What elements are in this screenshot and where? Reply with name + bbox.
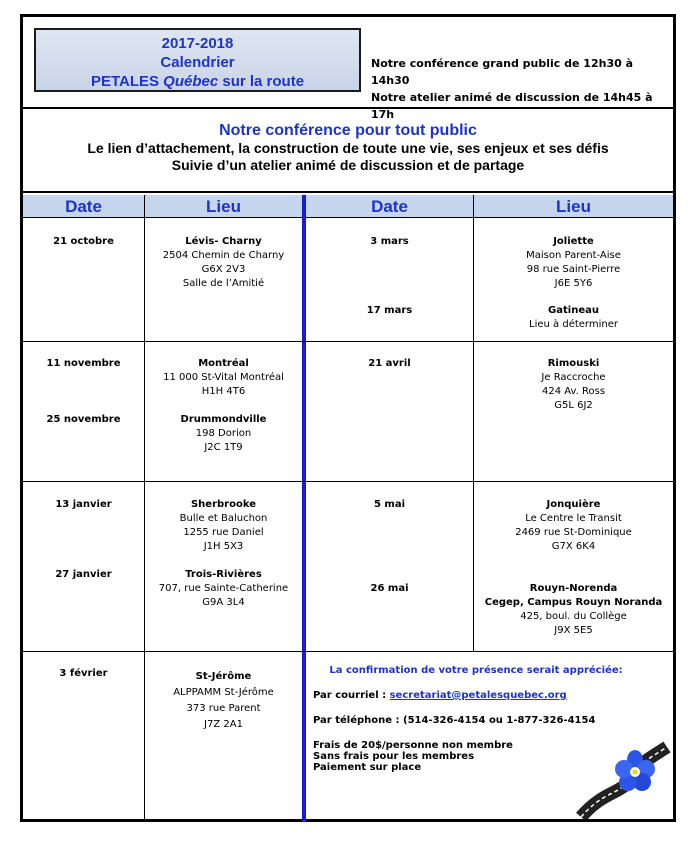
location-cell: Sherbrooke Bulle et Baluchon 1255 rue Daniel J1H 5X3 bbox=[179, 499, 268, 552]
row-divider bbox=[23, 341, 673, 342]
date-cell: 17 mars bbox=[366, 305, 413, 316]
row-divider bbox=[23, 651, 673, 652]
header-section bbox=[23, 17, 673, 121]
conference-workshop: Suivie d’un atelier animé de discussion et de partage bbox=[171, 157, 525, 173]
location-cell: St-Jérôme ALPPAMM St-Jérôme 373 rue Parent J7Z 2A1 bbox=[173, 671, 274, 730]
date-cell: 21 octobre bbox=[53, 236, 114, 247]
payment-info: Paiement sur place bbox=[313, 762, 422, 773]
col-header-lieu-right: Lieu bbox=[474, 195, 673, 218]
date-cell: 21 avril bbox=[368, 358, 411, 369]
date-cell: 3 mars bbox=[370, 236, 409, 247]
conference-subtitle: Le lien d’attachement, la construction de toute une vie, ses enjeux et ses défis bbox=[87, 140, 609, 156]
date-cell: 5 mai bbox=[373, 499, 406, 510]
col-header-lieu-left: Lieu bbox=[145, 195, 302, 218]
location-cell: Montréal 11 000 St-Vital Montréal H1H 4T6 bbox=[163, 358, 284, 397]
location-cell: Jonquière Le Centre le Transit 2469 rue St-Dominique G7X 6K4 bbox=[515, 499, 632, 552]
location-cell: Joliette Maison Parent-Aise 98 rue Saint-Pierre J6E 5Y6 bbox=[526, 236, 621, 289]
date-cell: 26 mai bbox=[370, 583, 409, 594]
forget-me-not-logo bbox=[575, 737, 671, 819]
fee-nonmember: Frais de 20$/personne non membre bbox=[313, 740, 513, 751]
location-cell: Gatineau Lieu à déterminer bbox=[529, 305, 618, 330]
title-org: PETALES Québec sur la route bbox=[90, 73, 305, 90]
row-divider bbox=[23, 481, 673, 482]
location-cell: Lévis- Charny 2504 Chemin de Charny G6X 2V3 Salle de l’Amitié bbox=[162, 236, 285, 289]
title-calendar: Calendrier bbox=[160, 54, 235, 71]
phone-row: Par téléphone : (514-326-4154 ou 1-877-326-4154 bbox=[313, 715, 596, 726]
confirmation-heading: La confirmation de votre présence serait appréciée: bbox=[329, 665, 623, 676]
col-header-date-right: Date bbox=[306, 195, 473, 218]
schedule-workshop: Notre atelier animé de discussion de 14h45 à 17h bbox=[371, 91, 653, 121]
date-cell: 11 novembre bbox=[46, 358, 121, 369]
location-cell: Rouyn-Norenda Cegep, Campus Rouyn Noranda 425, boul. du Collège J9X 5E5 bbox=[484, 583, 663, 636]
calendar-page bbox=[20, 14, 676, 822]
date-cell: 3 février bbox=[59, 668, 108, 679]
title-year: 2017-2018 bbox=[161, 35, 234, 52]
location-cell: Drummondville 198 Dorion J2C 1T9 bbox=[180, 414, 267, 453]
col-header-date-left: Date bbox=[23, 195, 144, 218]
title-box bbox=[34, 28, 361, 92]
location-cell: Rimouski Je Raccroche 424 Av. Ross G5L 6J2 bbox=[541, 358, 606, 411]
date-cell: 27 janvier bbox=[55, 569, 112, 580]
fee-member: Sans frais pour les membres bbox=[313, 751, 475, 762]
email-row: Par courriel : secretariat@petalesquebec.org bbox=[313, 690, 567, 701]
conference-title: Notre conférence pour tout public bbox=[219, 122, 477, 139]
date-cell: 13 janvier bbox=[55, 499, 112, 510]
schedule-conference: Notre conférence grand public de 12h30 à 14h30 bbox=[371, 57, 634, 87]
email-link[interactable]: secretariat@petalesquebec.org bbox=[389, 690, 567, 701]
location-cell: Trois-Rivières 707, rue Sainte-Catherine G9A 3L4 bbox=[158, 569, 289, 608]
conference-section bbox=[23, 109, 673, 193]
date-cell: 25 novembre bbox=[46, 414, 121, 425]
